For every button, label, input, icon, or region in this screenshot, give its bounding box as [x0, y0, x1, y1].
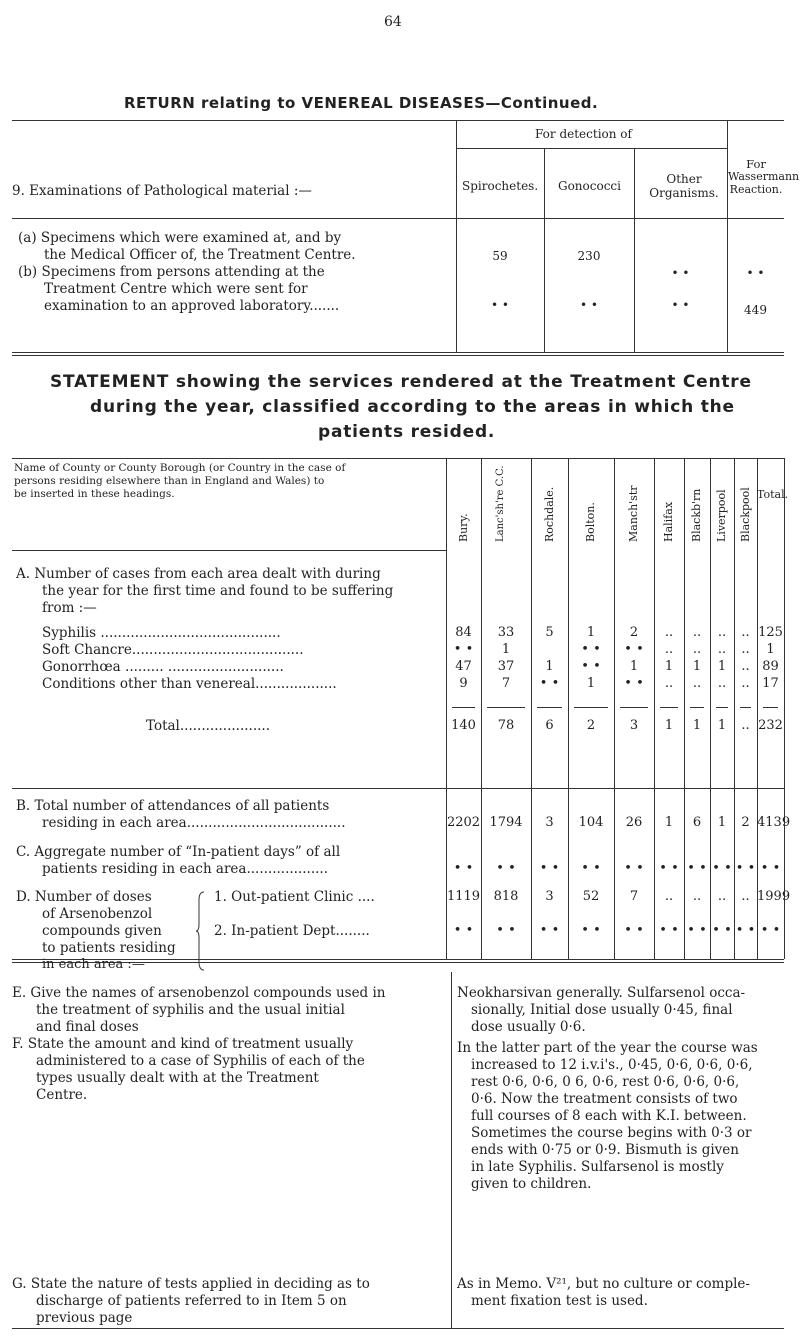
cell-b-wassermann: 449 — [744, 303, 767, 317]
cell-doses-outpatient-blackburn: .. — [692, 889, 702, 904]
item-a-line: (a) Specimens which were examined at, and by — [18, 230, 342, 246]
cell-inpatient-days-total: • • — [760, 861, 781, 876]
section-d-line: D. Number of doses — [16, 889, 152, 905]
section-d-line: compounds given — [42, 923, 162, 939]
cell-syphilis-halifax: .. — [664, 625, 674, 640]
cell-syphilis-total: 125 — [758, 625, 783, 640]
divider — [620, 707, 648, 708]
section-d-line: to patients residing — [42, 940, 176, 956]
answer-line: given to children. — [471, 1176, 592, 1192]
cell-doses-inpatient-lancashire-cc: • • — [496, 923, 516, 938]
cell-attendances-blackburn: 6 — [692, 815, 702, 830]
cell-attendances-manchester: 26 — [625, 815, 643, 830]
section-a-line: from :— — [42, 600, 97, 616]
cell-b-other: • • — [671, 298, 690, 312]
brace-icon — [196, 890, 206, 972]
divider — [740, 707, 751, 708]
cell-other-conditions-manchester: • • — [624, 676, 644, 691]
divider — [684, 458, 685, 959]
divider — [12, 1328, 784, 1329]
col-spirochetes: Spirochetes. — [462, 179, 539, 193]
cell-syphilis-lancashire-cc: 33 — [497, 625, 515, 640]
cell-soft-chancre-bolton: • • — [581, 642, 601, 657]
item-b-line: (b) Specimens from persons attending at the — [18, 264, 325, 280]
question-e — [12, 985, 386, 1036]
cell-doses-outpatient-blackpool: .. — [741, 889, 750, 904]
total-label: Total..................... — [146, 718, 270, 734]
divider — [614, 458, 615, 959]
question-line: the treatment of syphilis and the usual initial — [36, 1002, 345, 1018]
cell-gonorrhoea-total: 89 — [762, 659, 779, 674]
cell-doses-outpatient-bolton: 52 — [582, 889, 600, 904]
cell-attendances-total: 4139 — [757, 815, 791, 830]
cell-doses-outpatient-lancashire-cc: 818 — [493, 889, 519, 904]
cell-doses-outpatient-liverpool: .. — [717, 889, 727, 904]
cell-gonorrhoea-manchester: 1 — [629, 659, 639, 674]
section-b-line: B. Total number of attendances of all patients — [16, 798, 330, 814]
answer-line: As in Memo. V²¹, but no culture or comple- — [457, 1276, 750, 1292]
cell-inpatient-days-blackburn: • • — [687, 861, 707, 876]
cell-soft-chancre-total: 1 — [766, 642, 775, 657]
cell-attendances-blackpool: 2 — [741, 815, 750, 830]
row-a-label: Soft Chancre........................................ — [42, 642, 304, 658]
divider — [634, 148, 635, 352]
cell-total-bury: 140 — [451, 718, 476, 733]
cell-doses-outpatient-total: 1999 — [757, 889, 791, 904]
row-a-label: Conditions other than venereal................... — [42, 676, 337, 692]
cell-soft-chancre-lancashire-cc: 1 — [501, 642, 511, 657]
answer-g — [457, 1276, 750, 1310]
cell-attendances-bolton: 104 — [578, 815, 604, 830]
item-b-line: Treatment Centre which were sent for — [44, 281, 308, 297]
divider — [12, 355, 784, 356]
cell-doses-outpatient-bury: 1119 — [446, 889, 481, 904]
cell-other-conditions-blackpool: .. — [741, 676, 750, 691]
cell-soft-chancre-bury: • • — [453, 642, 474, 657]
answer-line: Neokharsivan generally. Sulfarsenol occa- — [457, 985, 746, 1001]
return-title: RETURN relating to VENEREAL DISEASES—Continued. — [124, 94, 599, 112]
divider — [12, 352, 784, 353]
col-header-manchester: Manch'str — [627, 485, 640, 542]
divider — [452, 707, 475, 708]
cell-total-liverpool: 1 — [717, 718, 727, 733]
section-c-line: C. Aggregate number of “In-patient days” of all — [16, 844, 341, 860]
cell-other-conditions-bolton: 1 — [586, 676, 596, 691]
cell-syphilis-blackpool: .. — [741, 625, 750, 640]
row-a-label: Gonorrhœa ......... ........................... — [42, 659, 284, 675]
divider — [12, 120, 784, 121]
cell-attendances-halifax: 1 — [664, 815, 674, 830]
cell-other-conditions-liverpool: .. — [717, 676, 727, 691]
name-header-line: be inserted in these headings. — [14, 488, 175, 500]
divider — [12, 458, 784, 459]
cell-syphilis-bolton: 1 — [586, 625, 596, 640]
cell-doses-outpatient-manchester: 7 — [629, 889, 639, 904]
detection-group-header: For detection of — [535, 127, 632, 141]
question-line: previous page — [36, 1310, 133, 1326]
answer-line: Sometimes the course begins with 0·3 or — [471, 1125, 752, 1141]
col-header-bury: Bury. — [456, 513, 470, 542]
cell-soft-chancre-manchester: • • — [624, 642, 644, 657]
statement-line: during the year, classified according to the areas in which the — [90, 397, 735, 417]
col-wassermann-3: Reaction. — [729, 183, 783, 196]
col-header-liverpool: Liverpool — [715, 489, 728, 542]
cell-inpatient-days-manchester: • • — [624, 861, 644, 876]
section-d-line: in each area :— — [42, 957, 145, 972]
cell-doses-inpatient-bolton: • • — [581, 923, 601, 938]
cell-attendances-liverpool: 1 — [717, 815, 727, 830]
cell-b-gonococci: • • — [580, 298, 598, 312]
item-a-line: the Medical Officer of, the Treatment Centre. — [44, 247, 356, 263]
divider — [12, 550, 446, 551]
cell-gonorrhoea-liverpool: 1 — [717, 659, 727, 674]
question-g — [12, 1276, 370, 1327]
divider — [537, 707, 562, 708]
cell-soft-chancre-blackburn: .. — [692, 642, 702, 657]
col-gonococci: Gonococci — [558, 179, 621, 193]
cell-inpatient-days-halifax: • • — [659, 861, 679, 876]
section-c-line: patients residing in each area................... — [42, 861, 328, 877]
cell-doses-inpatient-blackpool: • • — [735, 923, 756, 938]
cell-soft-chancre-blackpool: .. — [741, 642, 750, 657]
divider — [531, 458, 532, 959]
cell-doses-inpatient-halifax: • • — [659, 923, 679, 938]
cell-doses-inpatient-liverpool: • • — [712, 923, 732, 938]
cell-a-wassermann: • • — [746, 266, 765, 280]
question-line: E. Give the names of arsenobenzol compounds used in — [12, 985, 386, 1001]
divider — [716, 707, 728, 708]
divider — [456, 148, 727, 149]
cell-doses-inpatient-bury: • • — [453, 923, 474, 938]
divider — [568, 458, 569, 959]
divider — [12, 218, 784, 219]
divider — [734, 458, 735, 959]
cell-attendances-lancashire-cc: 1794 — [489, 815, 523, 830]
question-line: G. State the nature of tests applied in deciding as to — [12, 1276, 370, 1292]
cell-total-halifax: 1 — [664, 718, 674, 733]
col-header-halifax: Halifax — [662, 501, 675, 542]
col-wassermann-1: For — [746, 157, 766, 171]
answer-line: ends with 0·75 or 0·9. Bismuth is given — [471, 1142, 739, 1158]
cell-other-conditions-bury: 9 — [459, 676, 468, 691]
col-header-rochdale: Rochdale. — [542, 486, 556, 542]
page-number: 64 — [384, 14, 402, 30]
cell-syphilis-bury: 84 — [455, 625, 472, 640]
row-a-label: Syphilis .......................................... — [42, 625, 281, 641]
question-line: discharge of patients referred to in Item 5 on — [36, 1293, 347, 1309]
d-inpatient-label: 2. In-patient Dept........ — [214, 923, 370, 939]
item-9-label: 9. Examinations of Pathological material :— — [12, 183, 312, 199]
cell-other-conditions-halifax: .. — [664, 676, 674, 691]
answer-f — [457, 1040, 758, 1193]
answer-line: full courses of 8 each with K.I. between. — [471, 1108, 747, 1124]
answer-line: In the latter part of the year the course was — [457, 1040, 758, 1056]
cell-gonorrhoea-lancashire-cc: 37 — [497, 659, 515, 674]
cell-total-bolton: 2 — [586, 718, 596, 733]
answer-line: dose usually 0·6. — [471, 1019, 586, 1035]
cell-soft-chancre-halifax: .. — [664, 642, 674, 657]
d-outpatient-label: 1. Out-patient Clinic .... — [214, 889, 375, 905]
cell-a-spirochetes: 59 — [492, 249, 508, 263]
answer-line: in late Syphilis. Sulfarsenol is mostly — [471, 1159, 724, 1175]
divider — [727, 120, 728, 352]
statement-line: patients resided. — [318, 422, 496, 442]
cell-a-other: • • — [671, 266, 690, 280]
question-f — [12, 1036, 365, 1104]
answer-line: sionally, Initial dose usually 0·45, final — [471, 1002, 733, 1018]
answer-line: increased to 12 i.v.i's., 0·45, 0·6, 0·6, 0·6, — [471, 1057, 753, 1073]
cell-other-conditions-rochdale: • • — [539, 676, 560, 691]
cell-doses-inpatient-blackburn: • • — [687, 923, 707, 938]
divider — [487, 707, 525, 708]
cell-doses-inpatient-total: • • — [760, 923, 781, 938]
name-header-line: Name of County or County Borough (or Country in the case of — [14, 462, 346, 474]
divider — [12, 788, 784, 789]
cell-doses-inpatient-rochdale: • • — [539, 923, 560, 938]
divider — [757, 458, 758, 959]
cell-total-lancashire-cc: 78 — [497, 718, 515, 733]
cell-syphilis-blackburn: .. — [692, 625, 702, 640]
cell-syphilis-liverpool: .. — [717, 625, 727, 640]
cell-total-rochdale: 6 — [545, 718, 554, 733]
col-header-blackburn: Blackb'rn — [690, 488, 703, 542]
cell-gonorrhoea-bury: 47 — [455, 659, 472, 674]
cell-attendances-rochdale: 3 — [545, 815, 554, 830]
cell-other-conditions-total: 17 — [762, 676, 779, 691]
question-line: types usually dealt with at the Treatment — [36, 1070, 319, 1086]
section-a-line: the year for the first time and found to be suffering — [42, 583, 394, 599]
divider — [654, 458, 655, 959]
cell-doses-inpatient-manchester: • • — [624, 923, 644, 938]
divider — [710, 458, 711, 959]
divider — [763, 707, 778, 708]
statement-line: STATEMENT showing the services rendered at the Treatment Centre — [50, 372, 752, 392]
cell-a-gonococci: 230 — [577, 249, 601, 263]
col-header-blackpool: Blackpool — [738, 487, 752, 542]
divider — [784, 458, 785, 959]
name-header — [14, 462, 444, 501]
cell-syphilis-rochdale: 5 — [545, 625, 554, 640]
cell-gonorrhoea-halifax: 1 — [664, 659, 674, 674]
cell-gonorrhoea-rochdale: 1 — [545, 659, 554, 674]
answer-line: 0·6. Now the treatment consists of two — [471, 1091, 738, 1107]
divider — [456, 120, 457, 352]
cell-inpatient-days-bury: • • — [453, 861, 474, 876]
divider — [574, 707, 608, 708]
cell-doses-outpatient-rochdale: 3 — [545, 889, 554, 904]
name-header-line: persons residing elsewhere than in England and Wales) to — [14, 475, 325, 487]
cell-gonorrhoea-blackpool: .. — [741, 659, 750, 674]
cell-attendances-bury: 2202 — [446, 815, 481, 830]
cell-total-blackpool: .. — [741, 718, 750, 733]
cell-total-total: 232 — [758, 718, 783, 733]
cell-syphilis-manchester: 2 — [629, 625, 639, 640]
divider — [446, 458, 447, 959]
divider — [451, 972, 452, 1328]
cell-doses-outpatient-halifax: .. — [664, 889, 674, 904]
cell-inpatient-days-lancashire-cc: • • — [496, 861, 516, 876]
answer-e — [457, 985, 745, 1036]
cell-b-spirochetes: • • — [491, 298, 509, 312]
col-header-total: Total. — [757, 488, 789, 501]
cell-gonorrhoea-bolton: • • — [581, 659, 601, 674]
question-line: F. State the amount and kind of treatment usually — [12, 1036, 354, 1052]
cell-soft-chancre-liverpool: .. — [717, 642, 727, 657]
cell-total-manchester: 3 — [629, 718, 639, 733]
question-line: Centre. — [36, 1087, 88, 1103]
divider — [481, 458, 482, 959]
item-b-line: examination to an approved laboratory....... — [44, 298, 340, 314]
answer-line: rest 0·6, 0·6, 0 6, 0·6, rest 0·6, 0·6, 0·6, — [471, 1074, 740, 1090]
cell-inpatient-days-liverpool: • • — [712, 861, 732, 876]
section-a-line: A. Number of cases from each area dealt with during — [16, 566, 381, 582]
divider — [690, 707, 704, 708]
cell-other-conditions-blackburn: .. — [692, 676, 702, 691]
cell-inpatient-days-bolton: • • — [581, 861, 601, 876]
cell-other-conditions-lancashire-cc: 7 — [501, 676, 511, 691]
cell-inpatient-days-rochdale: • • — [539, 861, 560, 876]
question-line: and final doses — [36, 1019, 139, 1035]
col-wassermann-2: Wassermann — [728, 170, 800, 183]
cell-total-blackburn: 1 — [692, 718, 702, 733]
section-b-line: residing in each area..................................... — [42, 815, 346, 831]
section-d-line: of Arsenobenzol — [42, 906, 153, 922]
col-header-lancashire-cc: Lanc'sh're C.C. — [495, 465, 506, 542]
divider — [660, 707, 678, 708]
answer-line: ment fixation test is used. — [471, 1293, 648, 1309]
cell-inpatient-days-blackpool: • • — [735, 861, 756, 876]
question-line: administered to a case of Syphilis of each of the — [36, 1053, 365, 1069]
col-header-bolton: Bolton. — [584, 502, 597, 542]
col-other-organisms: Other Organisms. — [649, 172, 719, 200]
cell-gonorrhoea-blackburn: 1 — [692, 659, 702, 674]
